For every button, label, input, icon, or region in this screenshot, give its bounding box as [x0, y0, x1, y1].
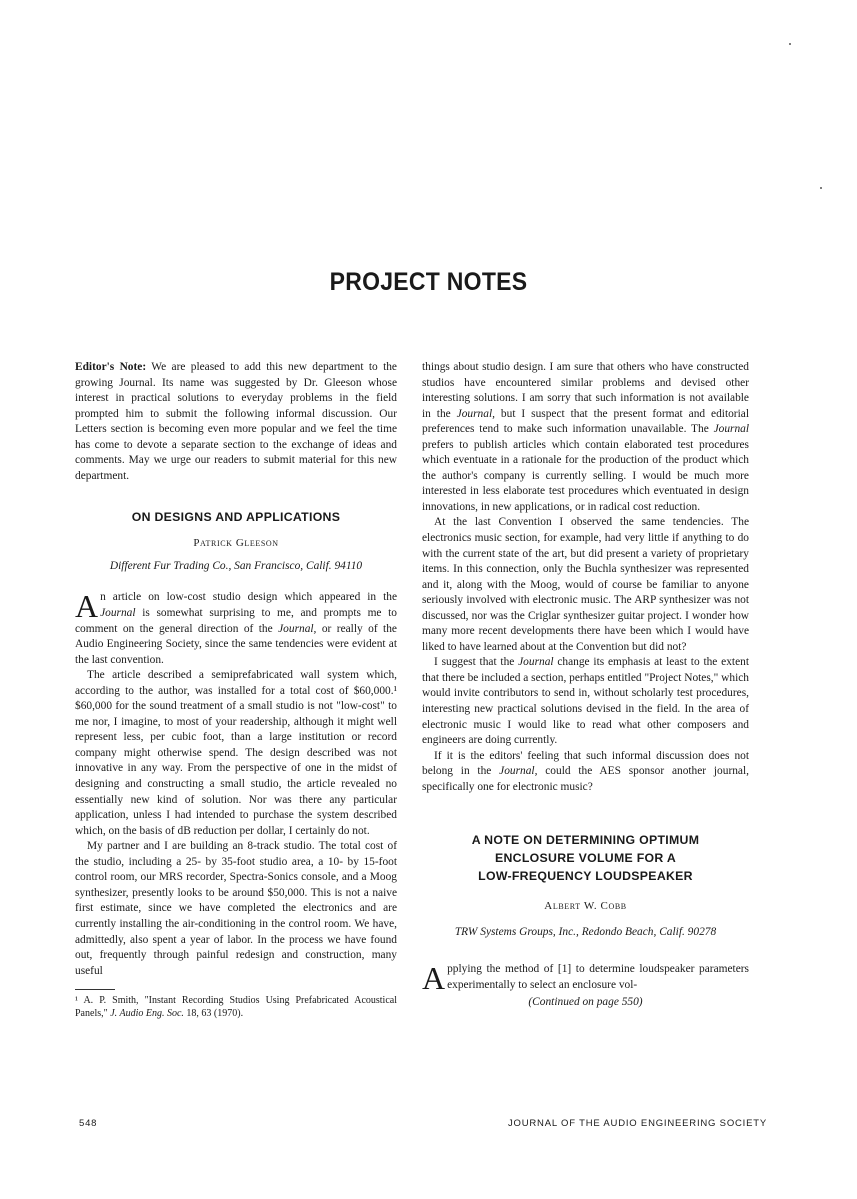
article2-heading-line: ENCLOSURE VOLUME FOR A — [494, 851, 677, 866]
scan-speck — [789, 43, 791, 45]
para-text: is somewhat surprising to me, and prompts me to comment on the general direction of the — [75, 607, 397, 635]
article1-author: Patrick Gleeson — [193, 537, 279, 550]
dropcap: A — [422, 960, 446, 997]
article2-heading-line: A NOTE ON DETERMINING OPTIMUM — [471, 833, 700, 848]
article1-heading: ON DESIGNS AND APPLICATIONS — [131, 510, 341, 525]
para-text: If it is the editors' feeling that such informal discussion does not belong in the — [422, 749, 749, 778]
journal-ref: Journal, — [456, 407, 495, 420]
footnote-citation: J. Audio Eng. Soc. — [110, 1008, 184, 1020]
article1-para1 — [75, 590, 397, 668]
editors-note-text: We are pleased to add this new department to the growing Journal. Its name was suggested by Dr. Gleeson whose interest in practical solutions to everyday problems in the field prompted him to submit the following informal discussion. Our Letters section is becoming even more popular and we feel the time has come to devote a separate section to the exchange of ideas and comments. May we urge our readers to submit material for this new department. — [75, 361, 397, 482]
continued-note: (Continued on page 550) — [528, 995, 643, 1008]
editors-note-label: Editor's Note: — [75, 361, 147, 373]
footnote-text: ¹ A. P. Smith, "Instant Recording Studios Using Prefabricated Acoustical Panels," — [75, 995, 397, 1020]
para-text: or really of the Audio Engineering Society, since the same tendencies were evident at the last convention. — [75, 622, 397, 666]
journal-ref: Journal, — [278, 622, 317, 635]
footnote-volume: 18, 63 (1970). — [186, 1008, 244, 1020]
article1-affiliation: Different Fur Trading Co., San Francisco, Calif. 94110 — [109, 559, 363, 572]
journal-running-foot: JOURNAL OF THE AUDIO ENGINEERING SOCIETY — [508, 1118, 767, 1129]
para-text: things about studio design. I am sure that others who have constructed studios have encountered similar problems and devised other interesting solutions. I am sorry that such information is not available in the — [422, 361, 749, 420]
para-text: change its emphasis at least to the extent that there be included a section, perhaps entitled "Project Notes," which would invite contributors to send in, without scholarly test procedures, interesting new practical solutions devised in the field. In the area of electronic music I would like to read what other composers and engineers are doing currently. — [422, 656, 749, 747]
journal-ref: Journal — [713, 423, 749, 436]
article2-author: Albert W. Cobb — [544, 900, 627, 913]
article1-para2: The article described a semiprefabricated wall system which, according to the author, was installed for a total cost of $60,000.¹ $60,000 for the sound treatment of a small studio is not "low-cost" to me nor, I imagine, to most of your readership, although it might well represent less, per cubic foot, than a large institution or record company might otherwise spend. The design described was not innovative in any way. From the perspective of one in the midst of designing and constructing a small studio, the article revealed no essentially new kind of solution. Nor was there any particular application, unless I had intended to purchase the system described which, on the basis of dB reduction per dollar, I certainly do not. — [75, 669, 397, 837]
article1-para4 — [422, 360, 749, 515]
left-column — [75, 360, 397, 1020]
dropcap: A — [75, 588, 99, 625]
article1-para5: At the last Convention I observed the same tendencies. The electronics music section, for example, had very little if anything to do with the current state of the art, but did present a variety of proprietary items. In this connection, only the Buchla synthesizer was represented and it, along with the Moog, would of course be familiar to anyone seriously involved with electronic music. The ARP synthesizer was not discussed, nor was the Criglar synthesizer guitar project. I wonder how many more recent developments there have been which I would have liked to have learned about at the Convention but did not? — [422, 516, 749, 653]
footnote — [75, 994, 397, 1020]
para-text: pplying the method of [1] to determine loudspeaker parameters experimentally to select an enclosure vol- — [447, 963, 749, 991]
editors-note — [75, 360, 397, 484]
article1-para7 — [422, 749, 749, 796]
para-text: but I suspect that the present format and editorial preferences tend to make such information unavailable. The — [422, 407, 749, 436]
page-number: 548 — [79, 1118, 98, 1129]
article1-para6 — [422, 655, 749, 748]
journal-ref: Journal — [100, 607, 136, 620]
article2-heading — [422, 831, 749, 885]
article2-affiliation: TRW Systems Groups, Inc., Redondo Beach, Calif. 90278 — [454, 925, 717, 938]
para-text: n article on low-cost studio design which appeared in the — [100, 591, 397, 604]
article2-lead — [422, 960, 749, 997]
journal-ref: Journal, — [499, 765, 538, 778]
right-column — [422, 360, 749, 1010]
scan-speck — [820, 187, 822, 189]
journal-ref: Journal — [518, 656, 554, 669]
para-text: could the AES sponsor another journal, specifically one for electronic music? — [422, 765, 749, 793]
para-text: prefers to publish articles which contain elaborated test procedures which eventuate in a rationale for the production of the product which the author's company is currently selling. I would be much more interested in less elaborate test procedures which eventuated in design innovations, in new applications, or in radical cost reduction. — [422, 438, 749, 513]
footnote-rule — [75, 989, 115, 990]
article1-para3: My partner and I are building an 8-track studio. The total cost of the studio, including a 25- by 35-foot studio area, a 10- by 15-foot control room, our MRS recorder, Spectra-Sonics console, and a Moog synthesizer, presently looks to be around $50,000. This is not a naive first estimate, since we have completed the electronics and are currently installing the air-conditioning in the control room. We have, admittedly, also spent a year of labor. In the process we have found out, frequently through painful redesign and construction, many useful — [75, 840, 397, 977]
para-text: I suggest that the — [434, 656, 515, 669]
page-title: PROJECT NOTES — [329, 268, 528, 296]
article2-heading-line: LOW-FREQUENCY LOUDSPEAKER — [478, 869, 693, 884]
